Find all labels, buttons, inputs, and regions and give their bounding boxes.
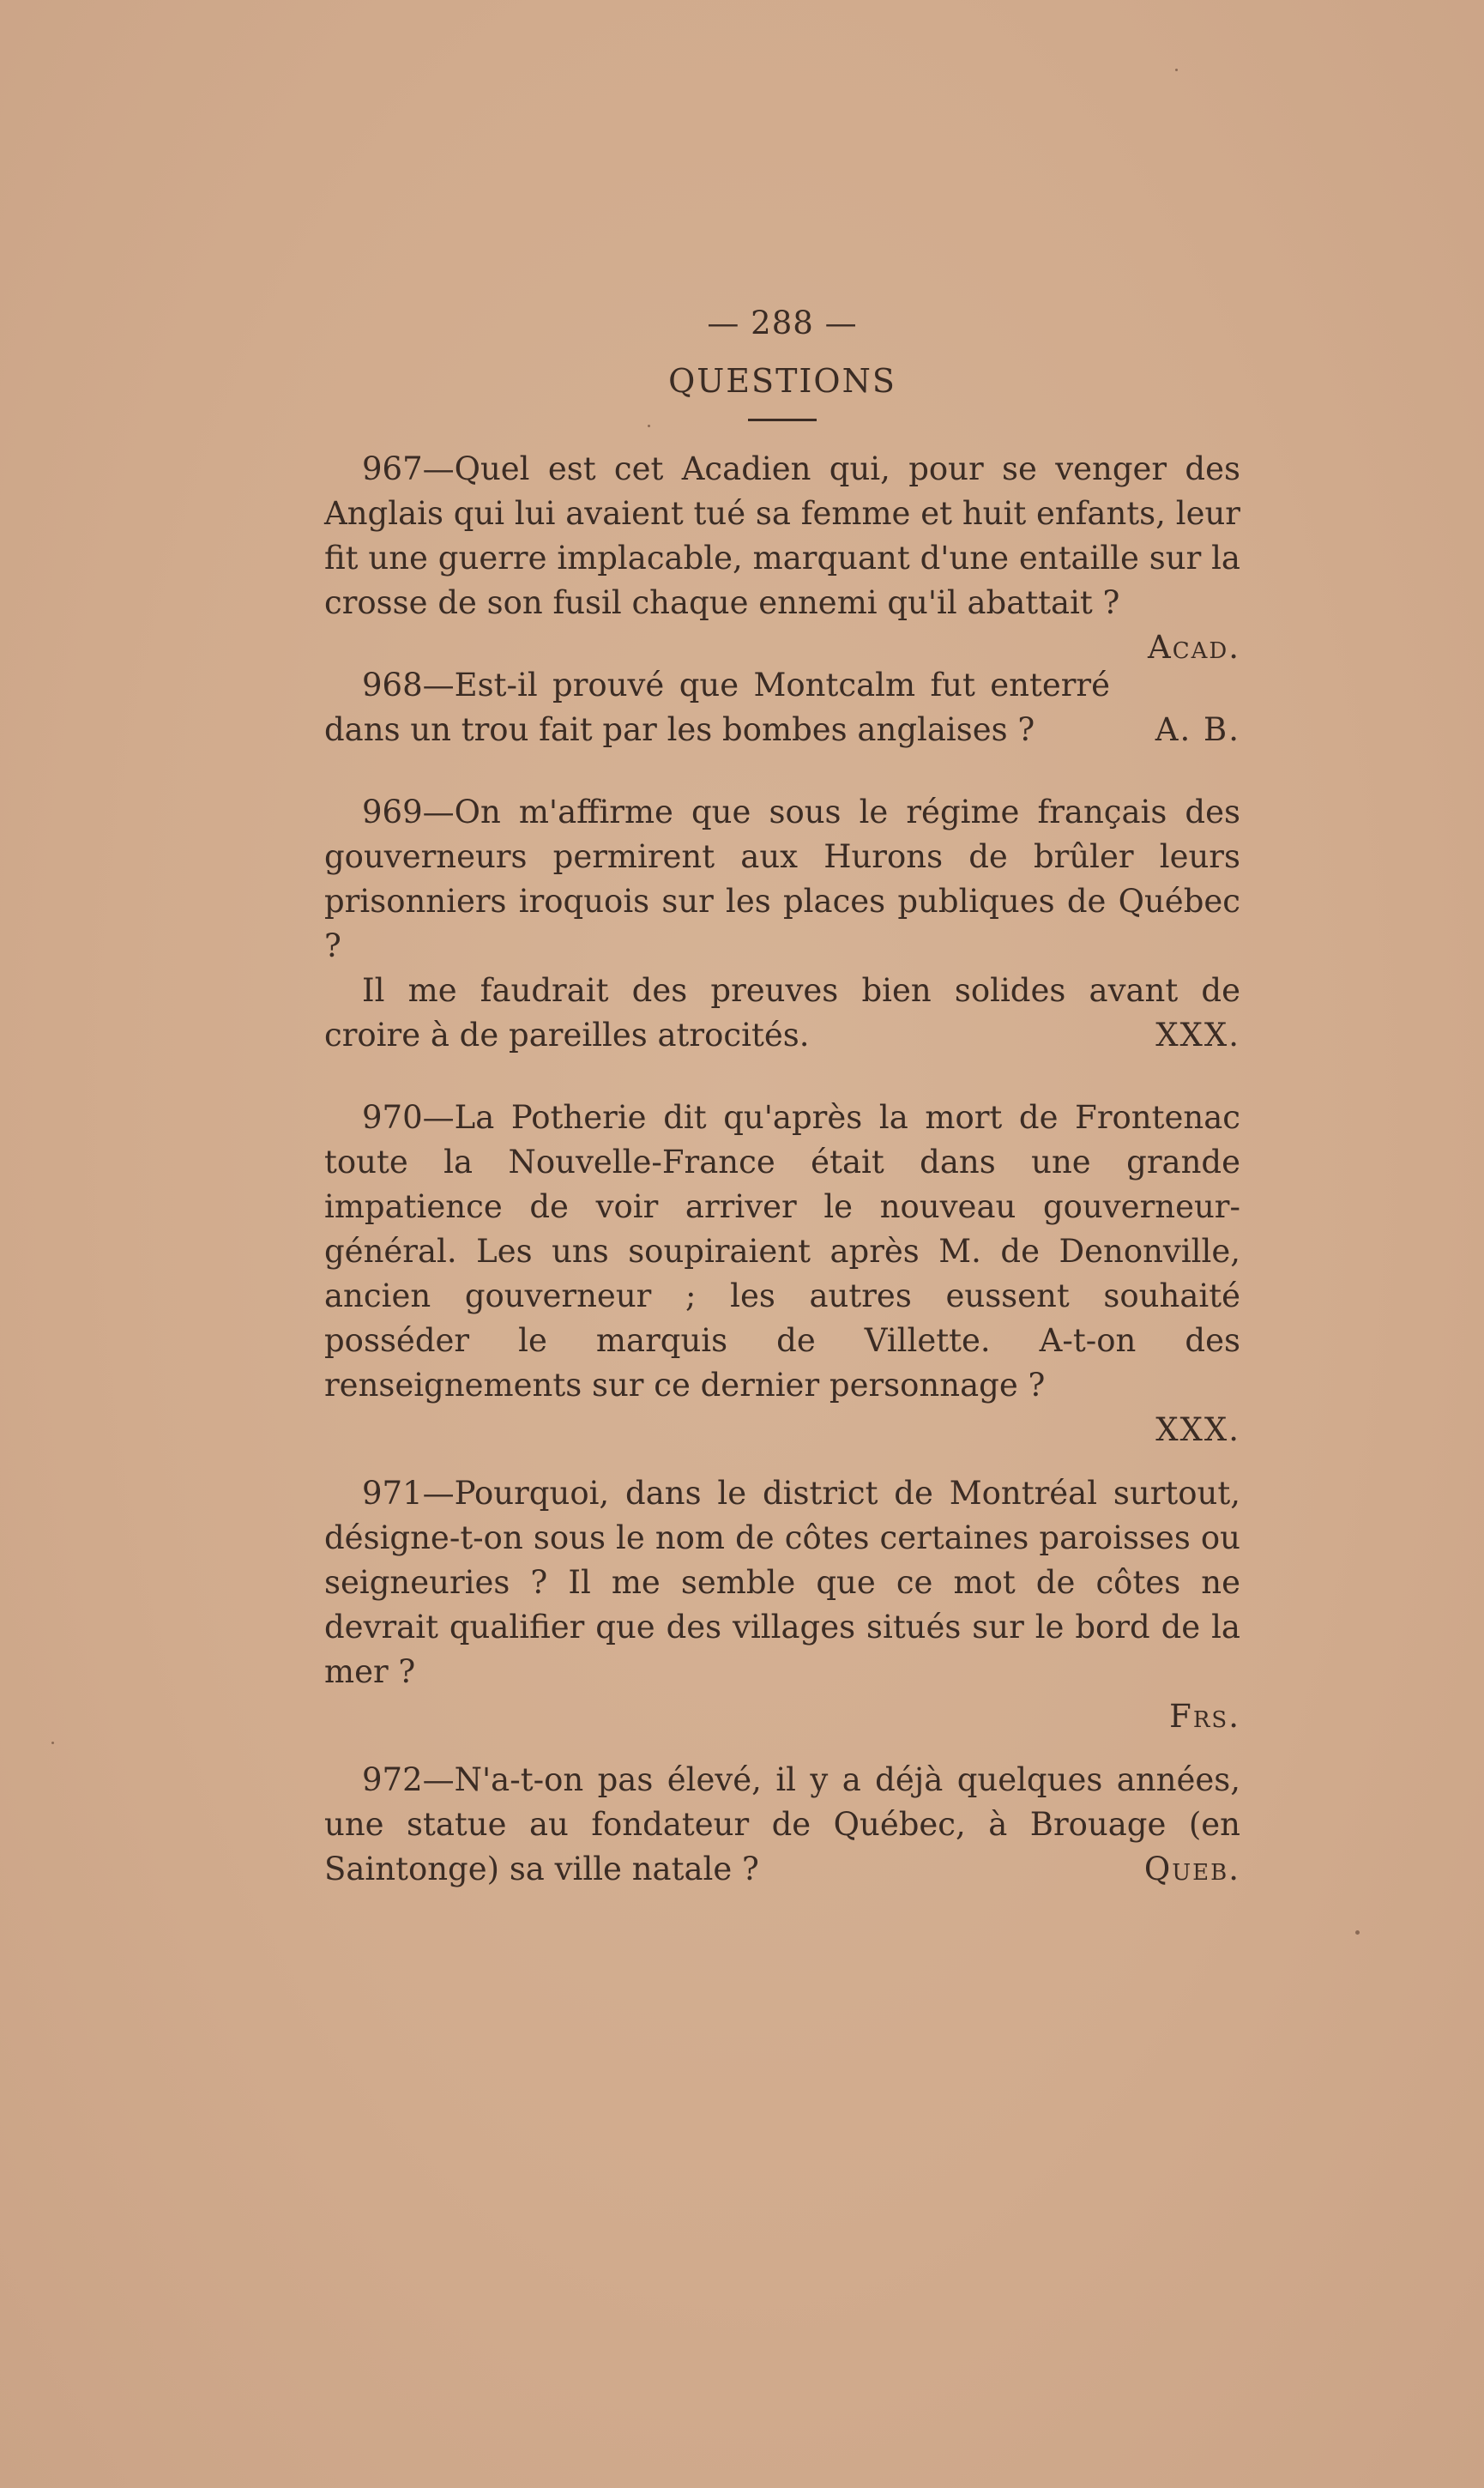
- question-signature: XXX.: [1155, 1411, 1240, 1448]
- page-number: — 288 —: [707, 305, 858, 341]
- text-column: [324, 305, 1240, 1892]
- question-967: [324, 447, 1240, 666]
- question-signature: A. B.: [1155, 711, 1240, 748]
- spacer: [324, 625, 1240, 663]
- paper-speck: [1355, 1930, 1360, 1935]
- spacer: [324, 752, 1240, 790]
- spacer: [324, 1058, 1240, 1096]
- question-text: 968—Est-il prouvé que Montcalm fut enterré dans un trou fait par les bombes anglaises ?: [324, 667, 1110, 748]
- question-970: [324, 1096, 1240, 1452]
- question-969: [324, 790, 1240, 1058]
- question-signature: XXX.: [1155, 1017, 1240, 1054]
- question-968: [324, 663, 1240, 752]
- question-972: [324, 1758, 1240, 1892]
- heading-rule: [748, 419, 817, 421]
- question-971: [324, 1471, 1240, 1739]
- question-signature: Frs.: [1169, 1698, 1240, 1735]
- question-signature: Queb.: [1143, 1851, 1240, 1887]
- section-heading: QUESTIONS: [668, 362, 896, 400]
- question-signature: Acad.: [1148, 629, 1240, 666]
- paper-speck: [51, 1742, 54, 1744]
- paper-speck: [1175, 69, 1178, 71]
- question-comment: Il me faudrait des preuves bien solides avant de croire à de pareilles atrocités.: [324, 972, 1240, 1054]
- question-text: 971—Pourquoi, dans le district de Montréal surtout, désigne-t-on sous le nom de côtes certaines paroisses ou seigneuries ? Il me semble que ce mot de côtes ne devrait qualifier que des villages situés sur le bord de la mer ?: [324, 1475, 1240, 1690]
- question-text: 967—Quel est cet Acadien qui, pour se venger des Anglais qui lui avaient tué sa femme et huit enfants, leur fit une guerre implacable, marquant d'une entaille sur la crosse de son fusil chaque ennemi qu'il abattait ?: [324, 450, 1240, 621]
- question-text: 970—La Potherie dit qu'après la mort de Frontenac toute la Nouvelle-France était dans une grande impatience de voir arriver le nouveau gouverneur-général. Les uns soupiraient après M. de Denonville, ancien gouverneur ; les autres eussent souhaité posséder le marquis de Villette. A-t-on des renseignements sur ce dernier personnage ?: [324, 1099, 1240, 1404]
- question-text: 969—On m'affirme que sous le régime français des gouverneurs permirent aux Hurons de brûler leurs prisonniers iroquois sur les places publiques de Québec ?: [324, 794, 1240, 964]
- spacer: [324, 1452, 1240, 1471]
- question-text: 972—N'a-t-on pas élevé, il y a déjà quelques années, une statue au fondateur de Québec, à Brouage (en Saintonge) sa ville natale ?: [324, 1761, 1240, 1887]
- spacer: [324, 1739, 1240, 1758]
